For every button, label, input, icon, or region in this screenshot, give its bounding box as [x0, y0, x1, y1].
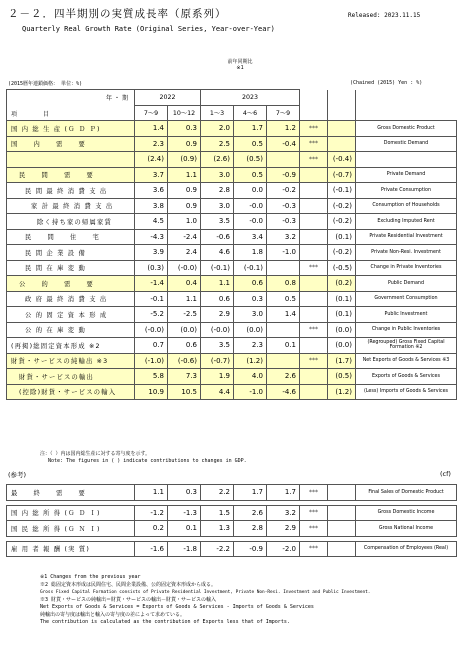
- value-cell: -1.4: [135, 276, 168, 292]
- star-cell: ***: [300, 121, 328, 137]
- value-cell: 1.7: [234, 121, 267, 137]
- year-header: 2023: [201, 90, 300, 106]
- unit-right: (Chained (2015) Yen : %): [350, 80, 423, 86]
- value-cell: 1.1: [168, 291, 201, 307]
- english-label: Domestic Demand: [356, 136, 457, 152]
- value-cell: 1.0: [168, 214, 201, 230]
- value-cell: 0.6: [201, 291, 234, 307]
- english-label: [356, 152, 457, 168]
- english-label: Private Residential Investment: [356, 229, 457, 245]
- contribution-cell: (0.5): [328, 369, 356, 385]
- value-cell: 0.5: [234, 167, 267, 183]
- value-cell: -0.4: [267, 136, 300, 152]
- value-cell: -0.0: [234, 214, 267, 230]
- star-cell: [300, 214, 328, 230]
- star-cell: ***: [300, 541, 328, 557]
- footnote: ※2 総固定資本形成は民間住宅、民間企業設備、公的固定資本形成から成る。: [40, 581, 217, 588]
- value-cell: 2.0: [201, 121, 234, 137]
- value-cell: -1.0: [234, 384, 267, 400]
- value-cell: 3.7: [135, 167, 168, 183]
- value-cell: 1.1: [168, 167, 201, 183]
- row-label: (控除)財貨・サービスの輸入: [7, 384, 135, 400]
- page-subtitle: Quarterly Real Growth Rate (Original Series, Year-over-Year): [22, 25, 275, 33]
- value-cell: -2.0: [267, 541, 300, 557]
- value-cell: (0.0): [168, 322, 201, 338]
- value-cell: -0.2: [267, 183, 300, 199]
- release-date: Released: 2023.11.15: [348, 12, 421, 19]
- page-title: ２－２．四半期別の実質成長率（原系列）: [8, 8, 227, 20]
- row-label: 除く持ち家の帰属家賃: [7, 214, 135, 230]
- contribution-cell: (0.1): [328, 307, 356, 323]
- value-cell: 4.5: [135, 214, 168, 230]
- table-row: [7, 136, 457, 152]
- row-label: 公 的 固 定 資 本 形 成: [7, 307, 135, 323]
- value-cell: (0.5): [234, 152, 267, 168]
- quarter-header: 7～9: [267, 105, 300, 121]
- footnote: The contribution is calculated as the contribution of Exports less that of Imports.: [40, 619, 290, 625]
- star-cell: ***: [300, 136, 328, 152]
- value-cell: -0.6: [201, 229, 234, 245]
- english-label: Private Consumption: [356, 183, 457, 199]
- footnote: ※1 Changes from the previous year: [40, 574, 141, 580]
- star-cell: ***: [300, 353, 328, 369]
- value-cell: 3.2: [267, 505, 300, 521]
- value-cell: -1.0: [267, 245, 300, 261]
- star-cell: [300, 167, 328, 183]
- value-cell: -0.9: [234, 541, 267, 557]
- corner-item: 項 目: [11, 111, 52, 118]
- table-row: [7, 167, 457, 183]
- value-cell: 0.6: [234, 276, 267, 292]
- value-cell: (-1.0): [135, 353, 168, 369]
- english-label: (Regrouped) Gross Fixed Capital Formation ※2: [356, 338, 457, 354]
- value-cell: 2.3: [234, 338, 267, 354]
- footnote: Net Exports of Goods & Services = Exports of Goods & Services - Imports of Goods & Services: [40, 604, 314, 610]
- star-cell: [300, 276, 328, 292]
- value-cell: 0.2: [135, 521, 168, 537]
- quarter-header: 4～6: [234, 105, 267, 121]
- growth-table: [6, 89, 457, 400]
- value-cell: 0.6: [168, 338, 201, 354]
- value-cell: 3.0: [234, 307, 267, 323]
- quarter-header: 10～12: [168, 105, 201, 121]
- quarter-header: 7～9: [135, 105, 168, 121]
- value-cell: 3.9: [135, 245, 168, 261]
- value-cell: 2.8: [201, 183, 234, 199]
- star-cell: [300, 198, 328, 214]
- value-cell: -4.6: [267, 384, 300, 400]
- table-row: [7, 307, 457, 323]
- contribution-cell: (0.2): [328, 276, 356, 292]
- value-cell: (0.0): [234, 322, 267, 338]
- ref-cf: (cf): [440, 470, 451, 478]
- table-row: [7, 214, 457, 230]
- row-label: 公 的 在 庫 変 動: [7, 322, 135, 338]
- row-label: 財貨・サービスの輸出: [7, 369, 135, 385]
- table-row: [7, 152, 457, 168]
- value-cell: 0.4: [168, 276, 201, 292]
- value-cell: -1.3: [168, 505, 201, 521]
- value-cell: -1.8: [168, 541, 201, 557]
- value-cell: 1.2: [267, 121, 300, 137]
- contribution-cell: (0.1): [328, 291, 356, 307]
- value-cell: 1.1: [135, 485, 168, 501]
- blank-cell: [328, 541, 356, 557]
- value-cell: (-0.7): [201, 353, 234, 369]
- table-row: [7, 505, 457, 521]
- value-cell: -0.1: [135, 291, 168, 307]
- value-cell: 0.7: [135, 338, 168, 354]
- star-cell: [300, 307, 328, 323]
- english-label: Private Non-Resi. Investment: [356, 245, 457, 261]
- value-cell: 1.9: [201, 369, 234, 385]
- value-cell: 10.5: [168, 384, 201, 400]
- value-cell: 1.7: [267, 485, 300, 501]
- value-cell: 3.0: [201, 198, 234, 214]
- value-cell: 2.2: [201, 485, 234, 501]
- row-label: 最 終 需 要: [7, 485, 135, 501]
- value-cell: 0.0: [234, 183, 267, 199]
- value-cell: -2.2: [201, 541, 234, 557]
- value-cell: 3.0: [201, 167, 234, 183]
- contribution-cell: (-0.2): [328, 198, 356, 214]
- star-cell: ***: [300, 152, 328, 168]
- value-cell: [267, 353, 300, 369]
- yoy-label: 前年同期比: [227, 59, 253, 65]
- value-cell: -0.3: [267, 214, 300, 230]
- row-label: 民 間 需 要: [7, 167, 135, 183]
- value-cell: -0.0: [234, 198, 267, 214]
- contribution-cell: [328, 136, 356, 152]
- value-cell: 2.3: [135, 136, 168, 152]
- value-cell: 10.9: [135, 384, 168, 400]
- star-cell: ***: [300, 521, 328, 537]
- star-cell: ***: [300, 322, 328, 338]
- english-label: Change in Public Inventories: [356, 322, 457, 338]
- value-cell: -1.2: [135, 505, 168, 521]
- value-cell: (-0.1): [201, 260, 234, 276]
- star-cell: [300, 245, 328, 261]
- row-label: 国 内 総 生 産 (Ｇ Ｄ Ｐ): [7, 121, 135, 137]
- english-label: Public Investment: [356, 307, 457, 323]
- row-label: 国 民 総 所 得 (Ｇ Ｎ Ｉ): [7, 521, 135, 537]
- english-label: Public Demand: [356, 276, 457, 292]
- value-cell: 0.1: [267, 338, 300, 354]
- blank-cell: [328, 505, 356, 521]
- note-jp: 注：（ ）内は国内総生産に対する寄与度を示す。: [40, 451, 151, 457]
- row-label: 国 内 需 要: [7, 136, 135, 152]
- row-label: 財貨・サービスの純輸出 ※3: [7, 353, 135, 369]
- value-cell: 2.8: [234, 521, 267, 537]
- value-cell: (-0.0): [135, 322, 168, 338]
- row-label: 家 計 最 終 消 費 支 出: [7, 198, 135, 214]
- contribution-cell: (-0.4): [328, 152, 356, 168]
- row-label: 政 府 最 終 消 費 支 出: [7, 291, 135, 307]
- unit-left: (2015暦年連鎖価格： 単位：%): [8, 81, 83, 87]
- value-cell: 4.4: [201, 384, 234, 400]
- value-cell: -2.4: [168, 229, 201, 245]
- value-cell: 7.3: [168, 369, 201, 385]
- star-cell: [300, 384, 328, 400]
- english-label: Gross Domestic Product: [356, 121, 457, 137]
- value-cell: (0.3): [135, 260, 168, 276]
- star-cell: [300, 183, 328, 199]
- value-cell: -4.3: [135, 229, 168, 245]
- row-label: 民 間 在 庫 変 動: [7, 260, 135, 276]
- value-cell: (1.2): [234, 353, 267, 369]
- table-row: [7, 384, 457, 400]
- english-label: Change in Private Inventories: [356, 260, 457, 276]
- star-cell: [300, 291, 328, 307]
- english-label: (Less) Imports of Goods & Services: [356, 384, 457, 400]
- corner-cell: [7, 90, 135, 121]
- corner-period: 年・期: [105, 95, 130, 102]
- yoy-note: ※1: [236, 65, 244, 71]
- value-cell: 0.1: [168, 521, 201, 537]
- star-cell: [300, 338, 328, 354]
- english-label: Compensation of Employees (Real): [356, 541, 457, 557]
- value-cell: [267, 322, 300, 338]
- table-row: [7, 121, 457, 137]
- english-label: Gross Domestic Income: [356, 505, 457, 521]
- contribution-cell: (-0.1): [328, 183, 356, 199]
- value-cell: (-0.1): [234, 260, 267, 276]
- value-cell: 3.5: [201, 338, 234, 354]
- value-cell: 1.4: [135, 121, 168, 137]
- value-cell: -5.2: [135, 307, 168, 323]
- english-label: Gross National Income: [356, 521, 457, 537]
- value-cell: 0.5: [267, 291, 300, 307]
- english-label: Exports of Goods & Services: [356, 369, 457, 385]
- value-cell: 2.4: [168, 245, 201, 261]
- contribution-cell: (0.0): [328, 322, 356, 338]
- value-cell: (-0.0): [201, 322, 234, 338]
- table-row: [7, 541, 457, 557]
- value-cell: (2.6): [201, 152, 234, 168]
- value-cell: -0.3: [267, 198, 300, 214]
- value-cell: 2.5: [201, 136, 234, 152]
- contribution-cell: [328, 121, 356, 137]
- value-cell: (2.4): [135, 152, 168, 168]
- value-cell: 0.3: [234, 291, 267, 307]
- star-cell: [300, 369, 328, 385]
- year-header: 2022: [135, 90, 201, 106]
- table-row: [7, 276, 457, 292]
- value-cell: 3.8: [135, 198, 168, 214]
- value-cell: 0.8: [267, 276, 300, 292]
- star-cell: ***: [300, 485, 328, 501]
- value-cell: 0.9: [168, 136, 201, 152]
- table-row: [7, 198, 457, 214]
- value-cell: 0.9: [168, 183, 201, 199]
- english-label: Final Sales of Domestic Product: [356, 485, 457, 501]
- note-en: Note: The figures in ( ) indicate contributions to changes in GDP.: [48, 458, 247, 464]
- english-label: Consumption of Households: [356, 198, 457, 214]
- value-cell: 0.5: [234, 136, 267, 152]
- contribution-cell: (1.2): [328, 384, 356, 400]
- star-cell: [300, 229, 328, 245]
- value-cell: 3.6: [135, 183, 168, 199]
- contribution-cell: (-0.5): [328, 260, 356, 276]
- footnote: 純輸出の寄与度は輸出と輸入の寄与度の差によって求めている。: [40, 611, 186, 618]
- value-cell: (0.9): [168, 152, 201, 168]
- value-cell: 3.2: [267, 229, 300, 245]
- contribution-cell: (1.7): [328, 353, 356, 369]
- row-label: 民 間 住 宅: [7, 229, 135, 245]
- footnote: ※3 財貨・サービスの純輸出＝財貨・サービスの輸出－財貨・サービスの輸入: [40, 596, 217, 603]
- contribution-cell: (-0.7): [328, 167, 356, 183]
- value-cell: [267, 152, 300, 168]
- table-row: [7, 521, 457, 537]
- contribution-cell: (0.0): [328, 338, 356, 354]
- blank-cell: [328, 521, 356, 537]
- value-cell: 1.7: [234, 485, 267, 501]
- value-cell: 4.6: [201, 245, 234, 261]
- contribution-cell: (-0.2): [328, 245, 356, 261]
- value-cell: 1.1: [201, 276, 234, 292]
- table-row: [7, 183, 457, 199]
- value-cell: 1.5: [201, 505, 234, 521]
- row-label: 国 内 総 所 得 (Ｇ Ｄ Ｉ): [7, 505, 135, 521]
- row-label: 雇 用 者 報 酬 (実 質): [7, 541, 135, 557]
- value-cell: 0.9: [168, 198, 201, 214]
- row-label: (再掲)総固定資本形成 ※2: [7, 338, 135, 354]
- value-cell: 1.3: [201, 521, 234, 537]
- table-row: [7, 260, 457, 276]
- value-cell: 3.4: [234, 229, 267, 245]
- value-cell: (-0.0): [168, 260, 201, 276]
- english-label: Private Demand: [356, 167, 457, 183]
- english-label: Net Exports of Goods & Services ※3: [356, 353, 457, 369]
- star-cell: ***: [300, 505, 328, 521]
- english-label: Excluding Imputed Rent: [356, 214, 457, 230]
- value-cell: 2.6: [234, 505, 267, 521]
- value-cell: 3.5: [201, 214, 234, 230]
- value-cell: 0.3: [168, 485, 201, 501]
- table-row: [7, 485, 457, 501]
- value-cell: 0.3: [168, 121, 201, 137]
- table-row: [7, 229, 457, 245]
- row-label: 民 間 企 業 設 備: [7, 245, 135, 261]
- table-row: [7, 369, 457, 385]
- row-label: 公 的 需 要: [7, 276, 135, 292]
- value-cell: -2.5: [168, 307, 201, 323]
- footnote: Gross Fixed Capital Formation consists of Private Residential Investment, Private Non-Resi. Investment and Public Investment.: [40, 590, 371, 595]
- value-cell: 2.9: [267, 521, 300, 537]
- table-row: [7, 291, 457, 307]
- footnotes: [40, 574, 370, 627]
- value-cell: 1.4: [267, 307, 300, 323]
- ref-label: (参考): [8, 471, 27, 479]
- blank-cell: [328, 485, 356, 501]
- table-row: [7, 245, 457, 261]
- star-cell: ***: [300, 260, 328, 276]
- quarter-header: 1～3: [201, 105, 234, 121]
- value-cell: 2.9: [201, 307, 234, 323]
- row-label: 民 間 最 終 消 費 支 出: [7, 183, 135, 199]
- value-cell: 1.8: [234, 245, 267, 261]
- reference-table: [6, 484, 457, 557]
- value-cell: -0.9: [267, 167, 300, 183]
- table-row: [7, 322, 457, 338]
- table-row: [7, 338, 457, 354]
- value-cell: (-0.6): [168, 353, 201, 369]
- value-cell: 5.8: [135, 369, 168, 385]
- value-cell: 2.6: [267, 369, 300, 385]
- english-label: Government Consumption: [356, 291, 457, 307]
- value-cell: 4.0: [234, 369, 267, 385]
- table-row: [7, 353, 457, 369]
- contribution-cell: (0.1): [328, 229, 356, 245]
- row-label: [7, 152, 135, 168]
- value-cell: [267, 260, 300, 276]
- contribution-cell: (-0.2): [328, 214, 356, 230]
- value-cell: -1.6: [135, 541, 168, 557]
